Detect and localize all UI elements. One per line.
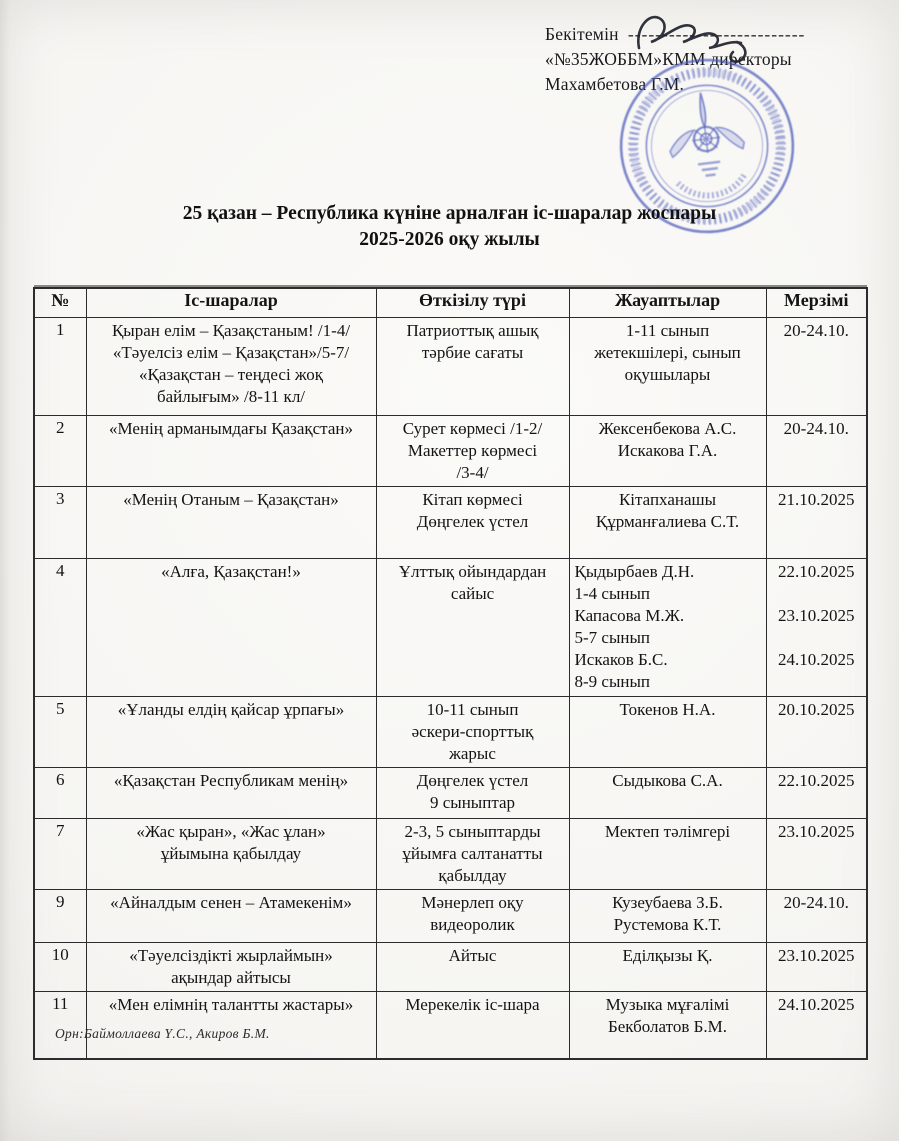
cell-line: 23.10.2025	[778, 822, 855, 841]
signature-line-dashes: --------------------------	[627, 24, 806, 44]
cell-line: Макеттер көрмесі	[407, 441, 538, 460]
cell-num: 1	[34, 318, 86, 416]
cell-line: Жексенбекова А.С.	[598, 419, 737, 438]
cell-line: тәрбие сағаты	[421, 343, 524, 362]
cell-line: жетекшілері, сынып	[594, 343, 741, 362]
table-row	[34, 416, 867, 487]
table-row	[34, 890, 867, 943]
cell-activity	[86, 943, 376, 992]
cell-line: Дөңгелек үстел	[416, 512, 529, 531]
cell-line: 22.10.2025	[778, 771, 855, 790]
cell-line: видеоролик	[430, 915, 515, 934]
cell-line: Рустемова К.Т.	[613, 915, 722, 934]
cell-resp	[569, 318, 766, 416]
cell-resp	[569, 819, 766, 890]
cell-line: /3-4/	[456, 463, 489, 482]
cell-line: 1-4 сынып	[574, 584, 650, 603]
table-row	[34, 487, 867, 559]
approval-director-name: Махамбетова Г.М.	[545, 74, 685, 94]
cell-num: 6	[34, 768, 86, 819]
cell-num: 5	[34, 697, 86, 768]
cell-activity	[86, 487, 376, 559]
cell-line: 24.10.2025	[778, 995, 855, 1014]
cell-line: «Тәуелсіздікті жырлаймын»	[129, 946, 333, 965]
cell-resp	[569, 768, 766, 819]
column-header: Іс-шаралар	[86, 288, 376, 318]
page-title-line2: 2025-2026 оқу жылы	[359, 229, 540, 250]
cell-line: Музыка мұғалімі	[605, 995, 730, 1014]
cell-line: «Алға, Қазақстан!»	[161, 562, 301, 581]
cell-line: Капасова М.Ж.	[574, 606, 685, 625]
cell-line: қабылдау	[438, 866, 507, 885]
cell-line: 24.10.2025	[778, 650, 855, 669]
cell-resp	[569, 487, 766, 559]
cell-line: «Айналдым сенен – Атамекенім»	[110, 893, 352, 912]
cell-line	[772, 583, 862, 605]
cell-line: «Менің Отаным – Қазақстан»	[123, 490, 339, 509]
table-row	[34, 318, 867, 416]
column-header: Өткізілу түрі	[376, 288, 569, 318]
cell-line: Искаков Б.С.	[574, 650, 668, 669]
cell-line: оқушылары	[624, 365, 711, 384]
cell-activity	[86, 697, 376, 768]
cell-type	[376, 697, 569, 768]
cell-date	[766, 487, 867, 559]
cell-date	[766, 890, 867, 943]
cell-type	[376, 416, 569, 487]
table-row	[34, 559, 867, 697]
cell-line: 23.10.2025	[778, 606, 855, 625]
cell-line: 9 сыныптар	[429, 793, 516, 812]
table-row	[34, 819, 867, 890]
approval-label: Бекітемін	[545, 24, 619, 44]
cell-line: әскери-спорттық	[411, 722, 534, 741]
cell-resp	[569, 943, 766, 992]
cell-line: «Мен елімнің талантты жастары»	[108, 995, 354, 1014]
cell-line: Кітапханашы	[618, 490, 717, 509]
cell-type	[376, 768, 569, 819]
events-table	[33, 287, 868, 1060]
column-header: Жауаптылар	[569, 288, 766, 318]
cell-line: «Ұланды елдің қайсар ұрпағы»	[117, 700, 345, 719]
cell-type	[376, 318, 569, 416]
cell-line: «Қазақстан Республикам менің»	[113, 771, 349, 790]
cell-line: 1-11 сынып	[625, 321, 710, 340]
cell-activity	[86, 559, 376, 697]
cell-line: ұйымға салтанатты	[402, 844, 543, 863]
cell-num: 10	[34, 943, 86, 992]
cell-date	[766, 697, 867, 768]
cell-type	[376, 890, 569, 943]
cell-resp	[569, 992, 766, 1060]
cell-num: 9	[34, 890, 86, 943]
cell-line: «Қазақстан – теңдесі жоқ	[138, 365, 324, 384]
cell-line: Айтыс	[448, 946, 497, 965]
cell-type	[376, 943, 569, 992]
cell-line: байлығым» /8-11 кл/	[156, 387, 306, 406]
cell-line: ұйымына қабылдау	[160, 844, 302, 863]
table-row	[34, 697, 867, 768]
table-row	[34, 943, 867, 992]
approval-director: «№35ЖОББМ»КММ директоры	[545, 49, 792, 69]
cell-line: 2-3, 5 сыныптарды	[404, 822, 541, 841]
cell-num: 7	[34, 819, 86, 890]
cell-date	[766, 416, 867, 487]
cell-line: «Менің арманымдағы Қазақстан»	[109, 419, 353, 438]
cell-line: 8-9 сынып	[574, 672, 650, 691]
cell-line: Искакова Г.А.	[617, 441, 718, 460]
cell-line: 23.10.2025	[778, 946, 855, 965]
column-header: №	[34, 288, 86, 318]
cell-line: ақындар айтысы	[171, 968, 291, 987]
cell-activity	[86, 768, 376, 819]
cell-line: «Жас қыран», «Жас ұлан»	[136, 822, 326, 841]
cell-line: Кузеубаева З.Б.	[612, 893, 723, 912]
cell-line: Кітап көрмесі	[422, 490, 523, 509]
cell-num: 2	[34, 416, 86, 487]
executor-note: Орн:Баймоллаева Ү.С., Акиров Б.М.	[55, 1026, 270, 1041]
cell-resp	[569, 697, 766, 768]
cell-date	[766, 768, 867, 819]
column-header: Мерзімі	[766, 288, 867, 318]
cell-resp	[569, 890, 766, 943]
cell-activity	[86, 890, 376, 943]
table-header-row	[34, 288, 867, 318]
cell-date	[766, 559, 867, 697]
cell-num: 3	[34, 487, 86, 559]
cell-type	[376, 992, 569, 1060]
cell-line: Ұлттық ойындардан	[398, 562, 547, 581]
cell-line: Мерекелік іс-шара	[405, 995, 540, 1014]
cell-line: 5-7 сынып	[574, 628, 650, 647]
page-title-line1: 25 қазан – Республика күніне арналған іс-шаралар жоспары	[182, 203, 717, 224]
page-title	[0, 201, 899, 253]
cell-line: Сурет көрмесі /1-2/	[402, 419, 543, 438]
cell-date	[766, 992, 867, 1060]
cell-line: Мәнерлеп оқу	[421, 893, 524, 912]
cell-line: Сыдыкова С.А.	[612, 771, 723, 790]
cell-line: Бекболатов Б.М.	[607, 1017, 728, 1036]
cell-date	[766, 943, 867, 992]
cell-line: 20.10.2025	[778, 700, 855, 719]
table-row	[34, 768, 867, 819]
cell-line: Қыран елім – Қазақстаным! /1-4/	[111, 321, 351, 340]
cell-line: Дөңгелек үстел	[416, 771, 529, 790]
cell-line: Еділқызы Қ.	[622, 946, 713, 965]
cell-line: Токенов Н.А.	[619, 700, 716, 719]
cell-line: сайыс	[450, 584, 495, 603]
cell-line: Құрманғалиева С.Т.	[595, 512, 740, 531]
cell-resp	[569, 559, 766, 697]
cell-activity	[86, 318, 376, 416]
cell-type	[376, 819, 569, 890]
cell-date	[766, 819, 867, 890]
cell-line: «Тәуелсіз елім – Қазақстан»/5-7/	[112, 343, 350, 362]
cell-num: 4	[34, 559, 86, 697]
cell-line: 20-24.10.	[783, 419, 849, 438]
cell-line	[772, 627, 862, 649]
cell-activity	[86, 819, 376, 890]
cell-type	[376, 559, 569, 697]
cell-line: 20-24.10.	[783, 893, 849, 912]
cell-date	[766, 318, 867, 416]
cell-line: Патриоттық ашық	[406, 321, 539, 340]
cell-line: 21.10.2025	[778, 490, 855, 509]
cell-resp	[569, 416, 766, 487]
cell-num: 11	[34, 992, 86, 1060]
approval-line	[545, 22, 885, 47]
cell-type	[376, 487, 569, 559]
cell-line: жарыс	[449, 744, 496, 763]
cell-activity	[86, 416, 376, 487]
cell-line: Мектеп тәлімгері	[604, 822, 731, 841]
cell-line: 22.10.2025	[778, 562, 855, 581]
cell-line: 10-11 сынып	[426, 700, 519, 719]
cell-line: 20-24.10.	[783, 321, 849, 340]
cell-line: Қыдырбаев Д.Н.	[574, 562, 695, 581]
